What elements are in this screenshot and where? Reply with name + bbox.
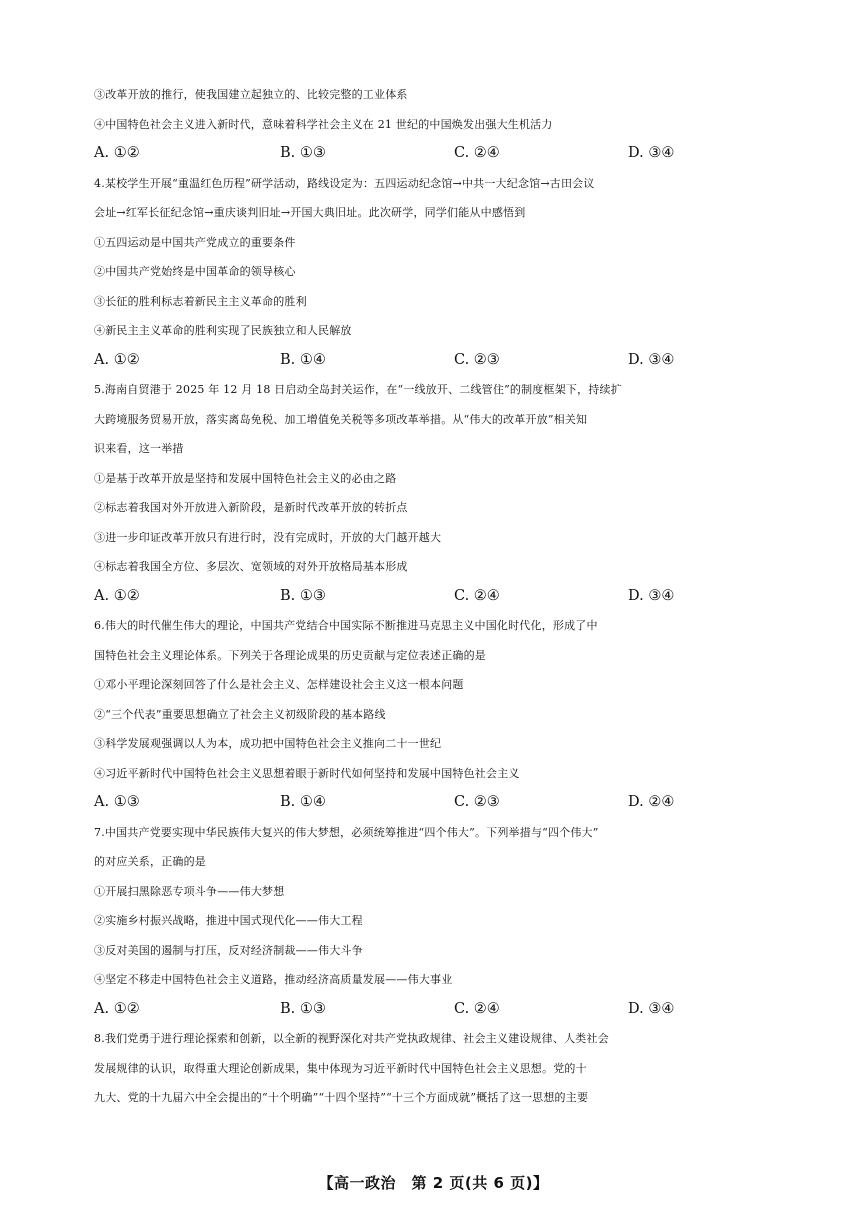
q4-option-a: A. ①② — [94, 351, 140, 368]
q6-stem-line-1: 6.伟大的时代催生伟大的理论，中国共产党结合中国实际不断推进马克思主义中国化时代化，形成了中 — [94, 619, 598, 632]
q5-statement-2: ②标志着我国对外开放进入新阶段，是新时代改革开放的转折点 — [94, 501, 408, 514]
q4-statement-4: ④新民主主义革命的胜利实现了民族独立和人民解放 — [94, 324, 352, 337]
q7-statement-2: ②实施乡村振兴战略，推进中国式现代化——伟大工程 — [94, 914, 363, 927]
q6-stem-line-2: 国特色社会主义理论体系。下列关于各理论成果的历史贡献与定位表述正确的是 — [94, 648, 486, 662]
q5-statement-4: ④标志着我国全方位、多层次、宽领域的对外开放格局基本形成 — [94, 560, 408, 573]
q7-statement-4: ④坚定不移走中国特色社会主义道路，推动经济高质量发展——伟大事业 — [94, 973, 453, 986]
q4-statement-1: ①五四运动是中国共产党成立的重要条件 — [94, 235, 296, 249]
q7-statement-1: ①开展扫黑除恶专项斗争——伟大梦想 — [94, 884, 285, 898]
q7-option-d: D. ③④ — [628, 1000, 675, 1017]
q7-options — [94, 995, 794, 1025]
q8-stem-line-3: 九大、党的十九届六中全会提出的“十个明确”“十四个坚持”“十三个方面成就”概括了这一思想的主要 — [94, 1091, 589, 1104]
q3-option-a: A. ①② — [94, 145, 140, 161]
q5-statement-1: ①是基于改革开放是坚持和发展中国特色社会主义的必由之路 — [94, 471, 397, 485]
q4-statement-3: ③长征的胜利标志着新民主主义革命的胜利 — [94, 294, 307, 308]
q3-statement-3: ③改革开放的推行，使我国建立起独立的、比较完整的工业体系 — [94, 88, 408, 101]
q8-stem-line-1: 8.我们党勇于进行理论探索和创新，以全新的视野深化对共产党执政规律、社会主义建设规律、人类社会 — [94, 1032, 609, 1045]
page-footer: 【高一政治 第 2 页(共 6 页)】 — [318, 1174, 549, 1192]
q6-statement-1: ①邓小平理论深刻回答了什么是社会主义、怎样建设社会主义这一根本问题 — [94, 678, 464, 691]
q4-statement-2: ②中国共产党始终是中国革命的领导核心 — [94, 265, 296, 278]
q5-option-a: A. ①② — [94, 587, 140, 604]
q5-stem-line-3: 识来看，这一举措 — [94, 442, 184, 455]
q3-options — [94, 139, 794, 169]
q4-stem-line-2: 会址→红军长征纪念馆→重庆谈判旧址→开国大典旧址。此次研学，同学们能从中感悟到 — [94, 206, 526, 219]
q4-option-d: D. ③④ — [628, 351, 675, 368]
q7-option-a: A. ①② — [94, 1000, 140, 1017]
q6-option-d: D. ②④ — [628, 794, 675, 810]
exam-page — [94, 80, 794, 1113]
q7-statement-3: ③反对美国的遏制与打压，反对经济制裁——伟大斗争 — [94, 943, 363, 957]
q6-option-a: A. ①③ — [94, 794, 140, 810]
q8-stem-line-2: 发展规律的认识，取得重大理论创新成果，集中体现为习近平新时代中国特色社会主义思想。党的十 — [94, 1061, 587, 1075]
q6-statement-2: ②“三个代表”重要思想确立了社会主义初级阶段的基本路线 — [94, 707, 386, 721]
q6-statement-3: ③科学发展观强调以人为本，成功把中国特色社会主义推向二十一世纪 — [94, 737, 442, 750]
q5-stem-line-2: 大跨境服务贸易开放，落实离岛免税、加工增值免关税等多项改革举措。从“伟大的改革开放”相关知 — [94, 412, 588, 426]
q5-option-d: D. ③④ — [628, 587, 675, 604]
q7-option-c: C. ②④ — [454, 1000, 500, 1017]
q4-options — [94, 346, 794, 376]
q5-option-c: C. ②④ — [454, 587, 500, 604]
q6-option-b: B. ①④ — [280, 794, 326, 810]
q4-stem-line-1: 4.某校学生开展“重温红色历程”研学活动，路线设定为：五四运动纪念馆→中共一大纪念馆→古田会议 — [94, 176, 595, 190]
q5-stem-line-1: 5.海南自贸港于 2025 年 12 月 18 日启动全岛封关运作，在“一线放开、二线管住”的制度框架下，持续扩 — [94, 383, 622, 396]
q6-statement-4: ④习近平新时代中国特色社会主义思想着眼于新时代如何坚持和发展中国特色社会主义 — [94, 766, 520, 780]
q3-option-d: D. ③④ — [628, 145, 675, 161]
q6-option-c: C. ②③ — [454, 794, 500, 810]
q7-option-b: B. ①③ — [280, 1000, 326, 1017]
q7-stem-line-2: 的对应关系，正确的是 — [94, 855, 206, 868]
q5-statement-3: ③进一步印证改革开放只有进行时，没有完成时，开放的大门越开越大 — [94, 530, 442, 544]
q5-options — [94, 582, 794, 612]
q6-options — [94, 788, 794, 818]
q4-option-b: B. ①④ — [280, 351, 326, 368]
q3-statement-4: ④中国特色社会主义进入新时代，意味着科学社会主义在 21 世纪的中国焕发出强大生机活力 — [94, 117, 553, 131]
q7-stem-line-1: 7.中国共产党要实现中华民族伟大复兴的伟大梦想，必须统筹推进“四个伟大”。下列举措与“四个伟大” — [94, 825, 599, 839]
q5-option-b: B. ①③ — [280, 587, 326, 604]
q3-option-b: B. ①③ — [280, 145, 326, 161]
q4-option-c: C. ②③ — [454, 351, 500, 368]
q3-option-c: C. ②④ — [454, 145, 500, 161]
